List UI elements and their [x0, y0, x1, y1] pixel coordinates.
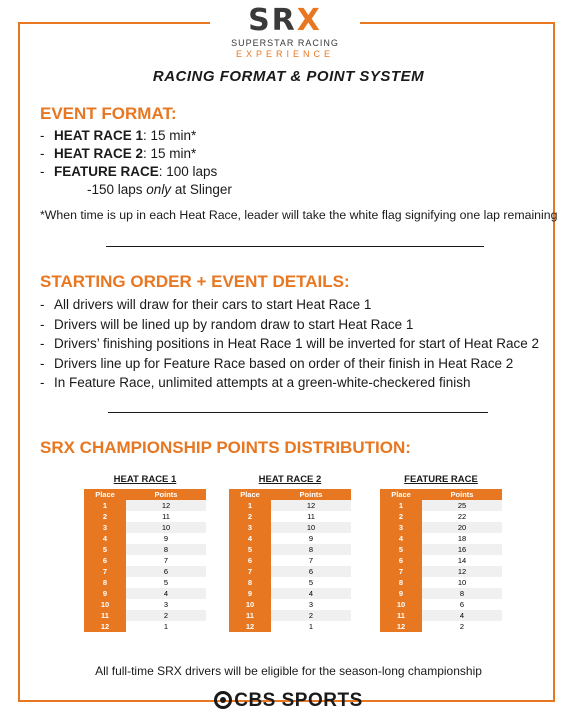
table-row [84, 544, 206, 555]
points-cell: 11 [126, 511, 206, 522]
points-cell: 4 [422, 610, 502, 621]
table-row [229, 544, 351, 555]
place-cell: 1 [380, 500, 422, 511]
place-cell: 12 [84, 621, 126, 632]
points-cell: 5 [271, 577, 351, 588]
list-item: - All drivers will draw for their cars to start Heat Race 1 [40, 297, 372, 312]
table-row [229, 577, 351, 588]
cbs-sports-logo [0, 690, 577, 712]
column-header-points: Points [271, 489, 351, 500]
table-row [84, 500, 206, 511]
points-table [84, 489, 206, 632]
document-title: RACING FORMAT & POINT SYSTEM [152, 68, 425, 85]
column-header-place: Place [229, 489, 271, 500]
starting-order-list [40, 295, 539, 393]
place-cell: 7 [229, 566, 271, 577]
table-row [84, 599, 206, 610]
table-row [380, 566, 502, 577]
table-row [380, 621, 502, 632]
divider [108, 412, 488, 413]
points-table-heat-race-1 [84, 474, 206, 632]
points-cell: 7 [271, 555, 351, 566]
list-item-sub: -150 laps only at Slinger [87, 182, 232, 197]
points-cell: 8 [422, 588, 502, 599]
place-cell: 6 [229, 555, 271, 566]
sponsor-name: CBS SPORTS [234, 690, 363, 711]
list-item: - Drivers will be lined up by random draw to start Heat Race 1 [40, 316, 414, 332]
place-cell: 6 [380, 555, 422, 566]
place-cell: 2 [380, 511, 422, 522]
table-title: HEAT RACE 2 [258, 474, 322, 485]
table-row [380, 533, 502, 544]
points-heading: SRX CHAMPIONSHIP POINTS DISTRIBUTION: [40, 438, 411, 457]
logo-subtitle-line2: EXPERIENCE [235, 49, 335, 59]
table-row [84, 577, 206, 588]
points-cell: 18 [422, 533, 502, 544]
points-table-heat-race-2 [229, 474, 351, 632]
points-cell: 6 [271, 566, 351, 577]
table-row [84, 555, 206, 566]
table-row [84, 533, 206, 544]
place-cell: 4 [380, 533, 422, 544]
table-row [84, 522, 206, 533]
place-cell: 12 [380, 621, 422, 632]
event-format-list [40, 127, 232, 199]
list-item: - Drivers’ finishing positions in Heat Race 1 will be inverted for start of Heat Race 2 [40, 336, 539, 351]
place-cell: 10 [380, 599, 422, 610]
points-table [380, 489, 502, 632]
points-cell: 7 [126, 555, 206, 566]
table-row [380, 511, 502, 522]
table-row [380, 555, 502, 566]
srx-logo-mark: SRX [248, 3, 322, 38]
table-row [380, 599, 502, 610]
table-row [84, 621, 206, 632]
table-row [229, 533, 351, 544]
list-item: - HEAT RACE 1: 15 min* [40, 128, 197, 143]
table-row [84, 588, 206, 599]
place-cell: 1 [84, 500, 126, 511]
place-cell: 9 [229, 588, 271, 599]
list-item: - HEAT RACE 2: 15 min* [40, 146, 197, 161]
eligibility-note: All full-time SRX drivers will be eligible for the season-long championship [95, 664, 482, 678]
points-cell: 6 [126, 566, 206, 577]
points-cell: 3 [271, 599, 351, 610]
points-cell: 2 [126, 610, 206, 621]
table-row [380, 610, 502, 621]
place-cell: 5 [229, 544, 271, 555]
points-cell: 9 [271, 533, 351, 544]
place-cell: 5 [84, 544, 126, 555]
points-cell: 12 [126, 500, 206, 511]
place-cell: 4 [229, 533, 271, 544]
place-cell: 2 [84, 511, 126, 522]
points-cell: 2 [271, 610, 351, 621]
table-row [229, 566, 351, 577]
points-cell: 9 [126, 533, 206, 544]
place-cell: 11 [229, 610, 271, 621]
table-row [380, 522, 502, 533]
points-cell: 8 [126, 544, 206, 555]
points-cell: 12 [422, 566, 502, 577]
table-row [84, 566, 206, 577]
points-cell: 1 [271, 621, 351, 632]
table-row [380, 588, 502, 599]
points-cell: 4 [271, 588, 351, 599]
place-cell: 3 [84, 522, 126, 533]
points-cell: 16 [422, 544, 502, 555]
points-cell: 11 [271, 511, 351, 522]
cbs-eye-icon [214, 691, 232, 709]
table-row [229, 621, 351, 632]
place-cell: 4 [84, 533, 126, 544]
table-row [380, 577, 502, 588]
place-cell: 10 [84, 599, 126, 610]
points-cell: 25 [422, 500, 502, 511]
points-table-feature-race [380, 474, 502, 632]
place-cell: 9 [84, 588, 126, 599]
points-cell: 5 [126, 577, 206, 588]
points-cell: 20 [422, 522, 502, 533]
column-header-points: Points [126, 489, 206, 500]
column-header-place: Place [380, 489, 422, 500]
points-cell: 2 [422, 621, 502, 632]
event-format-heading: EVENT FORMAT: [40, 104, 177, 123]
points-cell: 4 [126, 588, 206, 599]
place-cell: 3 [229, 522, 271, 533]
place-cell: 12 [229, 621, 271, 632]
column-header-place: Place [84, 489, 126, 500]
table-row [229, 588, 351, 599]
logo-subtitle-line1: SUPERSTAR RACING [231, 38, 339, 48]
place-cell: 7 [380, 566, 422, 577]
place-cell: 11 [84, 610, 126, 621]
points-cell: 10 [126, 522, 206, 533]
table-title: FEATURE RACE [404, 474, 478, 485]
table-row [229, 500, 351, 511]
place-cell: 1 [229, 500, 271, 511]
table-row [229, 555, 351, 566]
list-item: - Drivers line up for Feature Race based on order of their finish in Heat Race 2 [40, 355, 514, 371]
column-header-points: Points [422, 489, 502, 500]
points-cell: 22 [422, 511, 502, 522]
place-cell: 8 [229, 577, 271, 588]
points-cell: 10 [271, 522, 351, 533]
place-cell: 8 [380, 577, 422, 588]
table-row [84, 610, 206, 621]
table-row [229, 511, 351, 522]
place-cell: 6 [84, 555, 126, 566]
points-cell: 1 [126, 621, 206, 632]
place-cell: 10 [229, 599, 271, 610]
table-row [229, 610, 351, 621]
table-row [229, 522, 351, 533]
place-cell: 7 [84, 566, 126, 577]
list-item: - FEATURE RACE: 100 laps [40, 164, 218, 179]
starting-order-heading: STARTING ORDER + EVENT DETAILS: [40, 272, 350, 291]
points-table [229, 489, 351, 632]
table-row [380, 544, 502, 555]
table-row [380, 500, 502, 511]
srx-logo [210, 4, 360, 66]
list-item: - In Feature Race, unlimited attempts at a green-white-checkered finish [40, 375, 471, 390]
table-row [84, 511, 206, 522]
points-cell: 12 [271, 500, 351, 511]
divider [106, 246, 484, 247]
points-cell: 6 [422, 599, 502, 610]
place-cell: 8 [84, 577, 126, 588]
place-cell: 9 [380, 588, 422, 599]
points-cell: 10 [422, 577, 502, 588]
place-cell: 2 [229, 511, 271, 522]
place-cell: 11 [380, 610, 422, 621]
table-row [229, 599, 351, 610]
place-cell: 3 [380, 522, 422, 533]
heat-race-note: *When time is up in each Heat Race, leader will take the white flag signifying one lap remaining [40, 208, 558, 222]
points-cell: 14 [422, 555, 502, 566]
points-cell: 8 [271, 544, 351, 555]
table-title: HEAT RACE 1 [113, 474, 177, 485]
place-cell: 5 [380, 544, 422, 555]
points-cell: 3 [126, 599, 206, 610]
